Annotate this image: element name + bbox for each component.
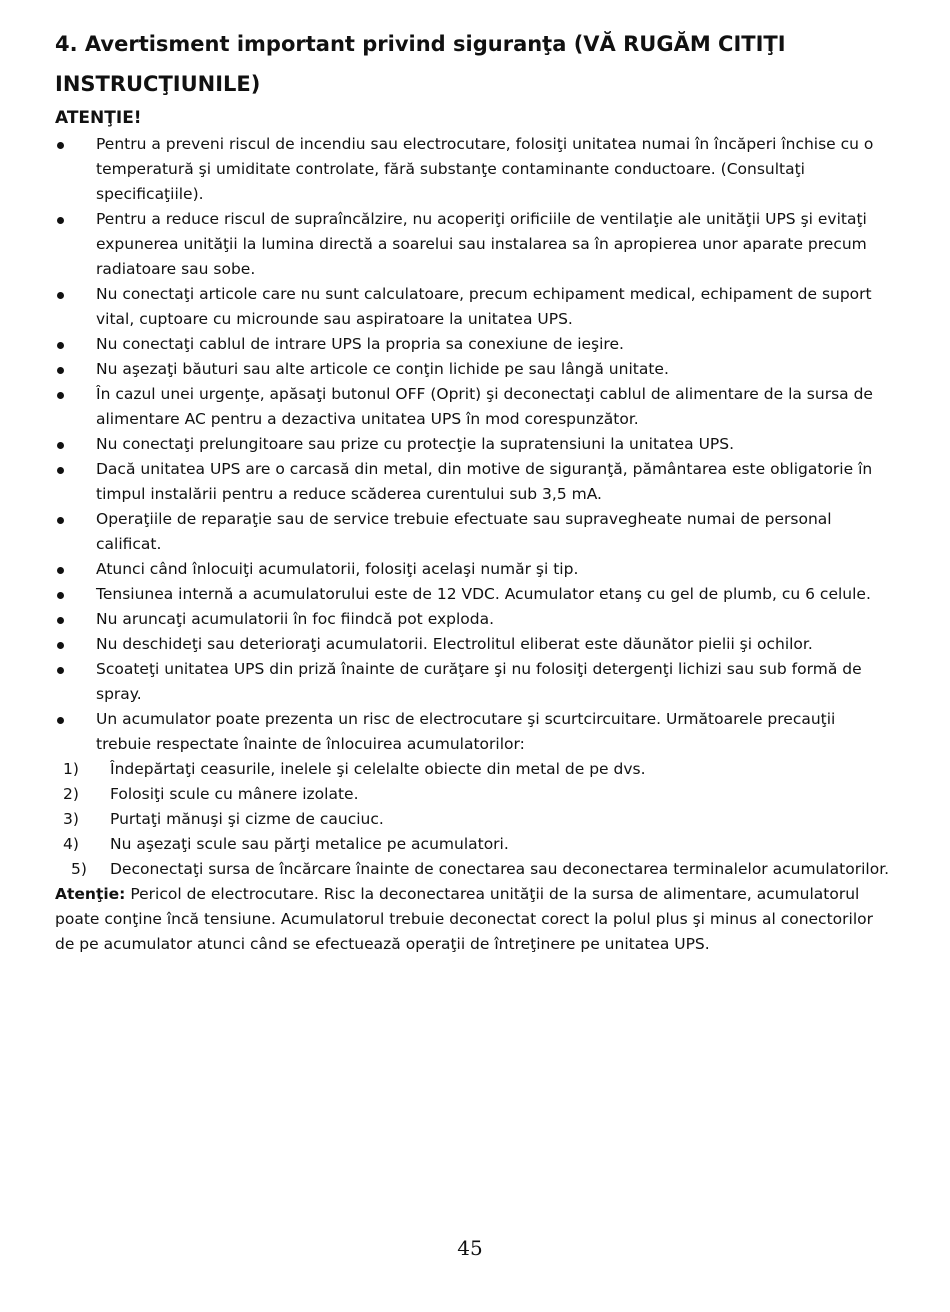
bullet-text: Un acumulator poate prezenta un risc de electrocutare şi scurtcircuitare. Următoarele precauţii trebuie respectate înainte de înlocuirea acumulatorilor:: [96, 710, 836, 753]
bullet-item: [55, 207, 890, 282]
bullet-dot-icon: [57, 442, 64, 449]
bullet-dot-icon: [57, 567, 64, 574]
step-item-5: [55, 857, 890, 882]
bullet-item: [55, 607, 890, 632]
warning-label: Atenţie:: [55, 885, 126, 903]
step-number: 4): [63, 835, 79, 853]
bullet-item: [55, 282, 890, 332]
bullet-item: [55, 507, 890, 557]
bullet-dot-icon: [57, 467, 64, 474]
document-body: [55, 132, 890, 957]
bullet-item: [55, 557, 890, 582]
bullet-text: Pentru a reduce riscul de supraîncălzire, nu acoperiţi orificiile de ventilaţie ale unităţii UPS şi evitaţi expunerea unităţii la lumina directă a soarelui sau instalarea sa în apropierea unor aparate precum radiatoare sau sobe.: [96, 210, 867, 278]
heading-line-2: INSTRUCŢIUNILE): [55, 72, 261, 96]
bullet-text: Atunci când înlocuiţi acumulatorii, folosiţi acelaşi număr şi tip.: [96, 560, 579, 578]
bullet-text: Nu aşezaţi băuturi sau alte articole ce conţin lichide pe sau lângă unitate.: [96, 360, 669, 378]
bullet-dot-icon: [57, 592, 64, 599]
bullet-text: Nu conectaţi prelungitoare sau prize cu protecţie la supratensiuni la unitatea UPS.: [96, 435, 735, 453]
bullet-dot-icon: [57, 617, 64, 624]
bullet-dot-icon: [57, 292, 64, 299]
bullet-item: [55, 432, 890, 457]
step-number: 3): [63, 810, 79, 828]
bullet-dot-icon: [57, 717, 64, 724]
step-number: 1): [63, 760, 79, 778]
step-text: Nu aşezaţi scule sau părţi metalice pe acumulatori.: [110, 835, 509, 853]
electrocution-warning: [55, 882, 890, 957]
step-item: [55, 757, 890, 782]
step-text: Îndepărtaţi ceasurile, inelele şi celelalte obiecte din metal de pe dvs.: [110, 760, 646, 778]
battery-precaution-steps: [55, 757, 890, 857]
warning-text: Pericol de electrocutare. Risc la deconectarea unităţii de la sursa de alimentare, acumulatorul poate conţine încă tensiune. Acumulatorul trebuie deconectat corect la polul plus şi minus al conectorilor de pe acumulator atunci când se efectuează operaţii de întreţinere pe unitatea UPS.: [55, 885, 873, 953]
step-item: [55, 807, 890, 832]
safety-bullet-list: [55, 132, 890, 757]
bullet-dot-icon: [57, 517, 64, 524]
bullet-text: Nu conectaţi cablul de intrare UPS la propria sa conexiune de ieşire.: [96, 335, 624, 353]
bullet-item: [55, 357, 890, 382]
step-number: 5): [71, 860, 87, 878]
bullet-item: [55, 582, 890, 607]
bullet-item: [55, 707, 890, 757]
step-text: Purtaţi mănuşi şi cizme de cauciuc.: [110, 810, 384, 828]
step-item: [55, 832, 890, 857]
heading-line-1: 4. Avertisment important privind siguranţa (VĂ RUGĂM CITIŢI: [55, 32, 786, 56]
bullet-item: [55, 657, 890, 707]
bullet-dot-icon: [57, 342, 64, 349]
bullet-dot-icon: [57, 142, 64, 149]
bullet-dot-icon: [57, 217, 64, 224]
bullet-dot-icon: [57, 642, 64, 649]
step-text: Deconectaţi sursa de încărcare înainte de conectarea sau deconectarea terminalelor acumulatorilor.: [110, 860, 890, 878]
bullet-text: Dacă unitatea UPS are o carcasă din metal, din motive de siguranţă, pământarea este obligatorie în timpul instalării pentru a reduce scăderea curentului sub 3,5 mA.: [96, 460, 873, 503]
bullet-item: [55, 382, 890, 432]
bullet-text: Operaţiile de reparaţie sau de service trebuie efectuate sau supravegheate numai de personal calificat.: [96, 510, 832, 553]
bullet-text: Pentru a preveni riscul de incendiu sau electrocutare, folosiţi unitatea numai în încăperi închise cu o temperatură şi umiditate controlate, fără substanţe contaminante conductoare. (Consultaţi specificaţiile).: [96, 135, 874, 203]
bullet-item: [55, 332, 890, 357]
bullet-dot-icon: [57, 392, 64, 399]
page-number: 45: [457, 1236, 483, 1260]
step-number: 2): [63, 785, 79, 803]
bullet-item: [55, 132, 890, 207]
bullet-dot-icon: [57, 667, 64, 674]
bullet-text: Nu aruncaţi acumulatorii în foc fiindcă pot exploda.: [96, 610, 495, 628]
bullet-text: Tensiunea internă a acumulatorului este de 12 VDC. Acumulator etanş cu gel de plumb, cu 6 celule.: [96, 585, 871, 603]
bullet-text: Scoateţi unitatea UPS din priză înainte de curăţare şi nu folosiţi detergenţi lichizi sau sub formă de spray.: [96, 660, 862, 703]
bullet-text: În cazul unei urgenţe, apăsaţi butonul OFF (Oprit) şi deconectaţi cablul de alimentare de la sursa de alimentare AC pentru a dezactiva unitatea UPS în mod corespunzător.: [96, 385, 873, 428]
bullet-item: [55, 632, 890, 657]
attention-title: ATENŢIE!: [55, 108, 142, 128]
step-item: [55, 782, 890, 807]
bullet-text: Nu conectaţi articole care nu sunt calculatoare, precum echipament medical, echipament de suport vital, cuptoare cu microunde sau aspiratoare la unitatea UPS.: [96, 285, 872, 328]
bullet-item: [55, 457, 890, 507]
step-text: Folosiţi scule cu mânere izolate.: [110, 785, 359, 803]
section-heading: [55, 24, 915, 104]
bullet-text: Nu deschideţi sau deterioraţi acumulatorii. Electrolitul eliberat este dăunător pielii şi ochilor.: [96, 635, 813, 653]
bullet-dot-icon: [57, 367, 64, 374]
